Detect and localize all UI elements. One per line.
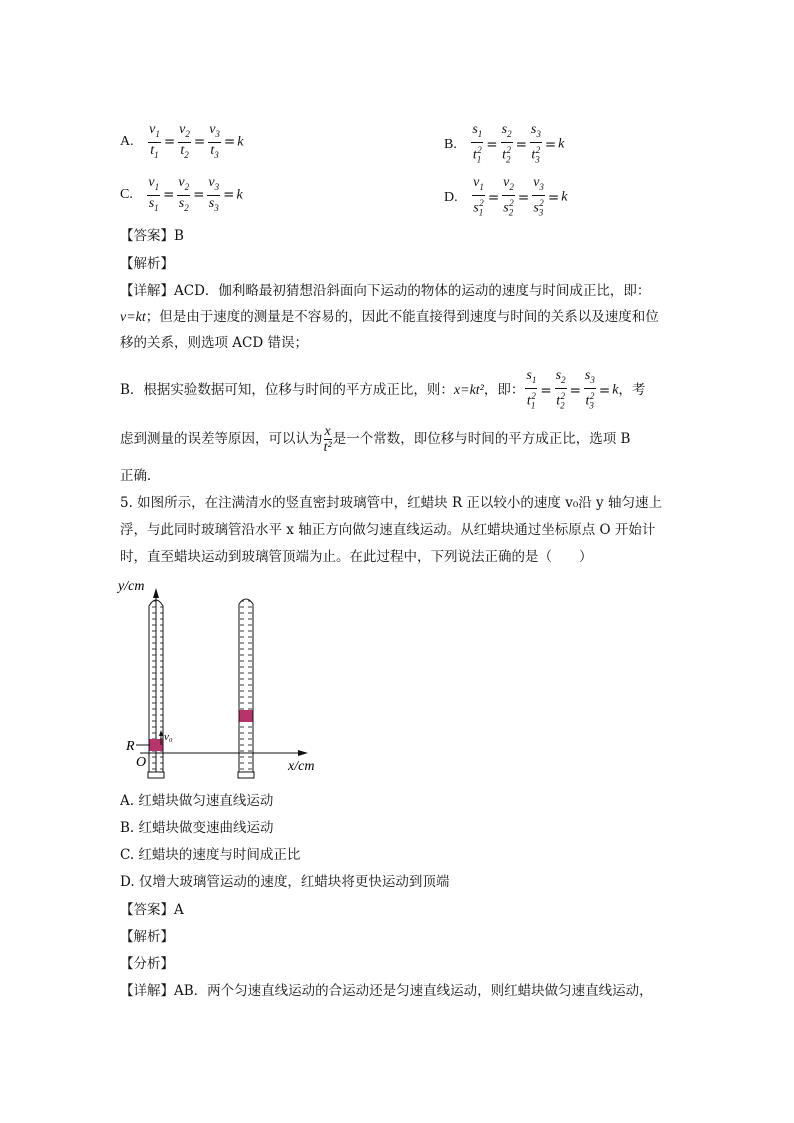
fraction: $\frac{v_3}{t_3}$: [209, 122, 220, 160]
q4-analysis-label: 【解析】: [120, 256, 174, 272]
red-wax-block-moved: [240, 710, 253, 722]
option-c: C. $\frac{v_1}{s_1}$ = $\frac{v_2}{s_2}$ = $\frac{v_3}{s_3}$ = k: [120, 175, 243, 216]
origin-label: O: [136, 755, 147, 770]
fraction: $\frac{s_1}{t_1^2}$: [472, 122, 483, 165]
fraction: $\frac{s_1}{t_1^2}$: [526, 368, 537, 411]
y-axis-label: y/cm: [118, 579, 145, 594]
glass-tube-2: [238, 599, 254, 778]
q4-detail-line2: [120, 307, 659, 328]
q5-stem-line3: 时，直至蜡块运动到玻璃管顶端为止。在此过程中，下列说法正确的是（ ）: [120, 549, 593, 565]
q5-analysis-label: 【解析】: [120, 929, 174, 945]
y-axis-arrow: [153, 588, 159, 598]
q4-b2-fraction: $\frac{x}{\text{t²}}$: [323, 424, 332, 455]
q5-figure: [110, 574, 340, 784]
option-b: B. $\frac{s_1}{t_1^2}$ = $\frac{s_2}{t_2^2}$ = $\frac{s_3}{t_3^2}$ = k: [444, 122, 564, 167]
q5-detail-line1: 【详解】AB．两个匀速直线运动的合运动还是匀速直线运动，则红蜡块做匀速直线运动，: [120, 983, 653, 999]
q4-detail-line3: 移的关系，则选项 ACD 错误；: [120, 335, 308, 351]
q4-b-equation: $\frac{s_1}{t_1^2}$ = $\frac{s_2}{t_2^2}$ = $\frac{s_3}{t_3^2}$ = k: [524, 382, 618, 398]
q5-stem-line1: 5. 如图所示，在注满清水的竖直密封玻璃管中，红蜡块 R 正以较小的速度 v₀沿 y 轴匀速上: [120, 495, 662, 511]
q4-b2-text2: 是一个常数，即位移与时间的平方成正比，选项 B: [332, 431, 631, 447]
fraction: $\frac{v_1}{t_1}$: [149, 122, 160, 160]
option-letter: A.: [120, 134, 138, 150]
option-a: A. $\frac{v_1}{t_1}$ = $\frac{v_2}{t_2}$ = $\frac{v_3}{t_3}$ = k: [120, 122, 243, 163]
velocity-label: v₀: [164, 731, 173, 743]
x-axis-label: x/cm: [288, 759, 315, 774]
fraction: $\frac{v_3}{s_3^2}$: [533, 175, 544, 218]
q4-answer: 【答案】B: [120, 228, 184, 244]
q4-detail-line1: 【详解】ACD．伽利略最初猜想沿斜面向下运动的物体的运动的速度与时间成正比，即：: [120, 283, 651, 299]
fraction: $\frac{s_2}{t_2^2}$: [501, 122, 512, 165]
q5-option-c: C. 红蜡块的速度与时间成正比: [120, 847, 301, 863]
q5-answer: 【答案】A: [120, 902, 184, 918]
fraction: $\frac{s_3}{t_3^2}$: [530, 122, 541, 165]
q5-stem-line2: 浮，与此同时玻璃管沿水平 x 轴正方向做匀速直线运动。从红蜡块通过坐标原点 O 开始计: [120, 522, 656, 538]
option-letter: B.: [444, 136, 461, 152]
option-d: D. $\frac{v_1}{s_1^2}$ = $\frac{v_2}{s_2^2}$ = $\frac{v_3}{s_3^2}$ = k: [444, 175, 567, 220]
q4-b-line3: 正确．: [120, 468, 161, 484]
fraction: $\frac{s_3}{t_3^2}$: [584, 368, 595, 411]
q4-b-math: x=kt²: [453, 383, 484, 399]
option-letter: D.: [444, 189, 462, 205]
q4-b-text2: ，即：: [483, 382, 525, 399]
block-label: R: [126, 739, 135, 754]
fraction: $\frac{v_1}{s_1}$: [148, 175, 160, 213]
x-axis-arrow: [298, 750, 308, 756]
q5-option-d: D. 仅增大玻璃管运动的速度，红蜡块将更快运动到顶端: [120, 874, 450, 890]
fraction: $\frac{v_2}{s_2}$: [178, 175, 190, 213]
fraction: $\frac{v_3}{s_3}$: [208, 175, 220, 213]
fraction: $\frac{v_1}{s_1^2}$: [473, 175, 484, 218]
q4-b-line: [120, 368, 645, 413]
fraction: $\frac{v_2}{t_2}$: [179, 122, 190, 160]
fraction: $\frac{v_2}{s_2^2}$: [503, 175, 514, 218]
q5-option-a: A. 红蜡块做匀速直线运动: [120, 793, 274, 809]
option-letter: C.: [120, 187, 137, 203]
q4-detail-text: ；但是由于速度的测量是不容易的，因此不能直接得到速度与时间的关系以及速度和位: [145, 309, 659, 325]
q4-b-line2: [120, 422, 630, 456]
glass-tube-1: [148, 600, 164, 778]
q5-fenxi-label: 【分析】: [120, 956, 174, 972]
fraction: $\frac{s_2}{t_2^2}$: [555, 368, 566, 411]
q4-b-text3: ，考: [618, 382, 646, 399]
q4-b2-text1: 虑到测量的误差等原因，可以认为: [120, 431, 323, 447]
q5-option-b: B. 红蜡块做变速曲线运动: [120, 820, 274, 836]
q4-b-text1: B．根据实验数据可知，位移与时间的平方成正比，则：: [120, 382, 454, 399]
q4-detail-math: v=kt: [120, 310, 146, 325]
